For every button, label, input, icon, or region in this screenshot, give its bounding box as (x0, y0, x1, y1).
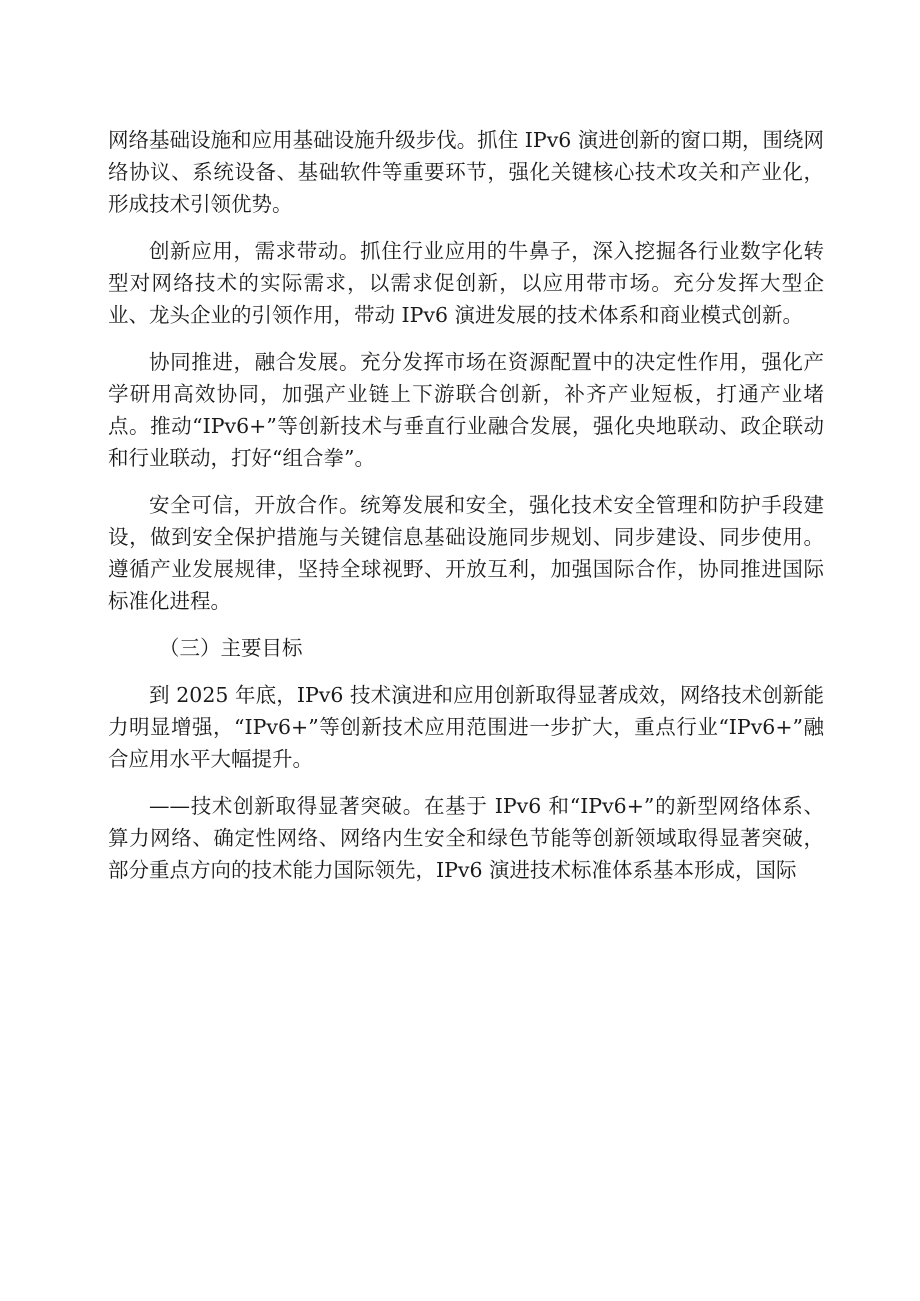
paragraph-4: 安全可信，开放合作。统筹发展和安全，强化技术安全管理和防护手段建设，做到安全保护措施与关键信息基础设施同步规划、同步建设、同步使用。遵循产业发展规律，坚持全球视野、开放互利，加强国际合作，协同推进国际标准化进程。 (108, 493, 824, 613)
section-heading (108, 632, 824, 664)
section-heading-text: （三）主要目标 (159, 636, 303, 660)
document-page (108, 124, 824, 901)
paragraph-1: 网络基础设施和应用基础设施升级步伐。抓住 IPv6 演进创新的窗口期，围绕网络协议、系统设备、基础软件等重要环节，强化关键核心技术攻关和产业化，形成技术引领优势。 (108, 128, 824, 216)
paragraph-2: 创新应用，需求带动。抓住行业应用的牛鼻子，深入挖掘各行业数字化转型对网络技术的实际需求，以需求促创新，以应用带市场。充分发挥大型企业、龙头企业的引领作用，带动 IPv6 演进发展的技术体系和商业模式创新。 (108, 239, 824, 327)
paragraph-6: ——技术创新取得显著突破。在基于 IPv6 和“IPv6+”的新型网络体系、算力网络、确定性网络、网络内生安全和绿色节能等创新领域取得显著突破，部分重点方向的技术能力国际领先，IPv6 演进技术标准体系基本形成，国际 (108, 794, 824, 882)
paragraph-3: 协同推进，融合发展。充分发挥市场在资源配置中的决定性作用，强化产学研用高效协同，加强产业链上下游联合创新，补齐产业短板，打通产业堵点。推动“IPv6+”等创新技术与垂直行业融合发展，强化央地联动、政企联动和行业联动，打好“组合拳”。 (108, 350, 824, 470)
paragraph-5: 到 2025 年底，IPv6 技术演进和应用创新取得显著成效，网络技术创新能力明显增强，“IPv6+”等创新技术应用范围进一步扩大，重点行业“IPv6+”融合应用水平大幅提升。 (108, 683, 824, 771)
